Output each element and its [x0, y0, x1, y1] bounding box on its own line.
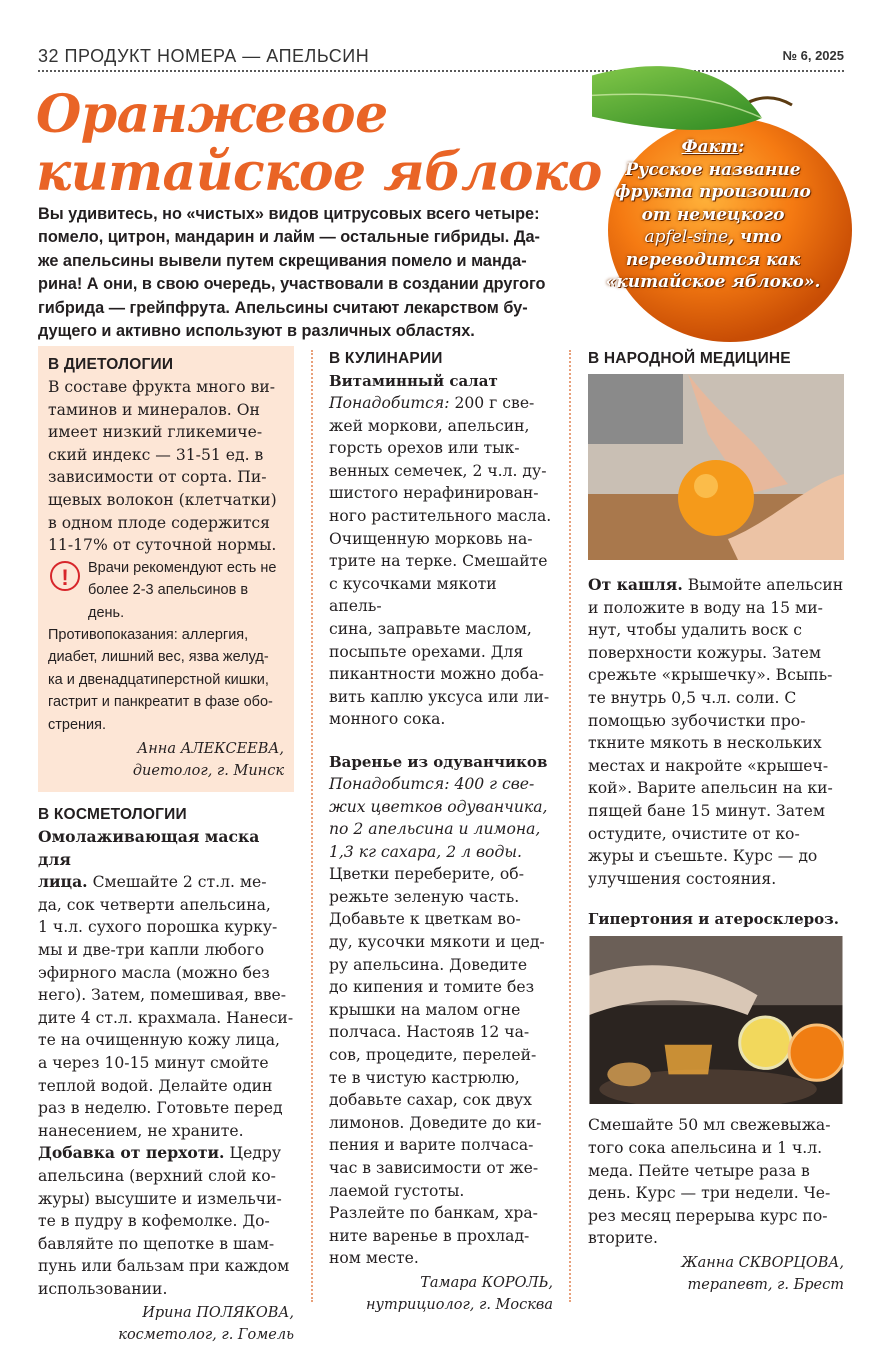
- cooking-heading: В КУЛИНАРИИ: [329, 350, 443, 367]
- dandruff-title: Добавка от перхоти.: [38, 1143, 225, 1163]
- author-role: нутрициолог, г. Москва: [365, 1296, 553, 1313]
- fact-callout: Факт: Русское название фрукта произошло от немецкого apfel-sine, что переводится как «китайское яблоко».: [605, 137, 821, 292]
- author-name: Жанна СКВОРЦОВА,: [681, 1254, 844, 1271]
- peeling-orange-photo: [588, 374, 844, 560]
- cough-text: Вымойте апельсин и положите в воду на 15 ми- нут, чтобы удалить воск с поверхности кожуры. Затем срежьте «крышечку». Всыпь- те внутрь 0,5 ч.л. соли. С помощью зубочистки про- ткните мякоть в нескольких местах и накройте «крышеч- кой». Варите апельсин на ки- пящей бане 15 минут. Затем остудите, очистите от ко- журы и съешьте. Курс — до улучшения состояния.: [588, 576, 844, 888]
- author-signature: [48, 738, 284, 782]
- jam-ingredients: Понадобится: 400 г све- жих цветков одуванчика, по 2 апельсина и лимона, 1,3 кг сахара, 2 л воды.: [329, 774, 548, 861]
- salad-text: [329, 392, 553, 731]
- column-divider: [311, 350, 313, 1302]
- author-name: Тамара КОРОЛЬ,: [420, 1274, 553, 1291]
- warning-row: [48, 557, 284, 624]
- cosmetology-heading: В КОСМЕТОЛОГИИ: [38, 806, 187, 823]
- issue-number: № 6, 2025: [782, 48, 844, 63]
- dietology-box: [38, 346, 294, 792]
- warning-text: Врачи рекомендуют есть не более 2-3 апельсинов в день.: [88, 559, 277, 621]
- mask-title: Омолаживающая маска для лица.: [38, 827, 260, 892]
- jam-title: Варенье из одуванчиков: [329, 752, 548, 771]
- hypertension-title: Гипертония и атеросклероз.: [588, 910, 839, 929]
- folk-heading: В НАРОДНОЙ МЕДИЦИНЕ: [588, 350, 791, 367]
- contraindications-text: Противопоказания: аллергия, диабет, лишний вес, язва желуд- ка и двенадцатиперстной кишки, гастрит и панкреатит в фазе обо- стрения.: [48, 626, 273, 733]
- author-name: Ирина ПОЛЯКОВА,: [142, 1305, 294, 1322]
- cough-section: [588, 574, 844, 890]
- cough-title: От кашля.: [588, 575, 683, 594]
- page-section-label: 32 ПРОДУКТ НОМЕРА — АПЕЛЬСИН: [38, 46, 370, 66]
- lead-text: Вы удивитесь, но «чистых» видов цитрусовых всего четыре: помело, цитрон, мандарин и лайм — остальные гибриды. Да- же апельсины вывели путем скрещивания помело и манда- рина! А они, в свою очередь, участвовали в создании другого гибрида — грейпфрута. Апельсины считают лекарством бу- дущего и активно используют в различных областях.: [38, 205, 546, 341]
- mask-section: [38, 826, 294, 1142]
- dandruff-text: Цедру апельсина (верхний слой ко- журы) высушите и измельчи- те в пудру в кофемолке. До- бавляйте по щепотке в шам- пунь или бальзам при каждом использовании.: [38, 1144, 290, 1298]
- jam-text: Цветки переберите, об- режьте зеленую часть. Добавьте к цветкам во- ду, кусочки мякоти и цед- ру апельсина. Доведите до кипения и томите без крышки на малом огне полчаса. Настояв 12 ча- сов, процедите, перелей- те в чистую кастрюлю, добавьте сахар, сок двух лимонов. Доведите до ки- пения и варите полчаса- час в зависимости от же- лаемой густоты. Разлейте по банкам, хра- ните варенье в прохлад- ном месте.: [329, 865, 545, 1268]
- title-line-2: китайское яблоко: [36, 142, 602, 203]
- exclamation-icon: !: [50, 561, 80, 591]
- article-lead: [38, 203, 573, 343]
- honey-citrus-photo: [588, 936, 844, 1104]
- column-left: [38, 350, 294, 1346]
- mask-text: Смешайте 2 ст.л. ме- да, сок четверти апельсина, 1 ч.л. сухого порошка курку- мы и две-три капли любого эфирного масла (можно без него). Затем, помешивая, вве- дите 4 ст.л. крахмала. Нанеси- те на очищенную кожу лица, а через 10-15 минут смойте теплой водой. Делайте один раз в неделю. Готовьте перед нанесением, не храните.: [38, 873, 294, 1140]
- column-right: [588, 350, 844, 1296]
- author-signature: [588, 1252, 844, 1296]
- fact-latin-word: apfel-sine: [644, 227, 729, 247]
- author-name: Анна АЛЕКСЕЕВА,: [137, 741, 284, 757]
- fact-text-after: , что переводится как «китайское яблоко».: [605, 227, 821, 292]
- article-title: [36, 86, 602, 202]
- salad-need-label: Понадобится:: [329, 394, 450, 412]
- dietology-text: В составе фрукта много ви- таминов и минералов. Он имеет низкий гликемиче- ский индекс — 31-51 ед. в зависимости от сорта. Пи- щевых волокон (клетчатки) в одном плоде содержится 11-17% от суточной нормы.: [48, 378, 277, 555]
- salad-body: 200 г све- жей моркови, апельсин, горсть орехов или тык- венных семечек, 2 ч.л. ду- шистого нерафинирован- ного растительного масла. Очищенную морковь на- трите на терке. Смешайте с кусочками мякоти апель- сина, заправьте маслом, посыпьте орехами. Для пикантности можно доба- вить каплю уксуса или ли- монного сока.: [329, 394, 552, 729]
- author-role: терапевт, г. Брест: [687, 1276, 844, 1293]
- author-role: косметолог, г. Гомель: [118, 1327, 294, 1344]
- author-signature: [38, 1302, 294, 1346]
- hypertension-text: Смешайте 50 мл свежевыжа- того сока апельсина и 1 ч.л. меда. Пейте четыре раза в день. Курс — три недели. Че- рез месяц перерыва курс по- вторите.: [588, 1116, 831, 1248]
- author-signature: [329, 1272, 553, 1316]
- fact-label: Факт: [681, 137, 739, 157]
- author-role: диетолог, г. Минск: [132, 763, 284, 779]
- fact-text-before: Русское название фрукта произошло от немецкого: [615, 159, 811, 225]
- column-middle: [329, 350, 553, 1316]
- title-line-1: Оранжевое: [36, 84, 388, 145]
- dandruff-section: [38, 1142, 294, 1300]
- dietology-heading: В ДИЕТОЛОГИИ: [48, 356, 174, 373]
- column-divider: [569, 350, 571, 1302]
- salad-title: Витаминный салат: [329, 372, 498, 390]
